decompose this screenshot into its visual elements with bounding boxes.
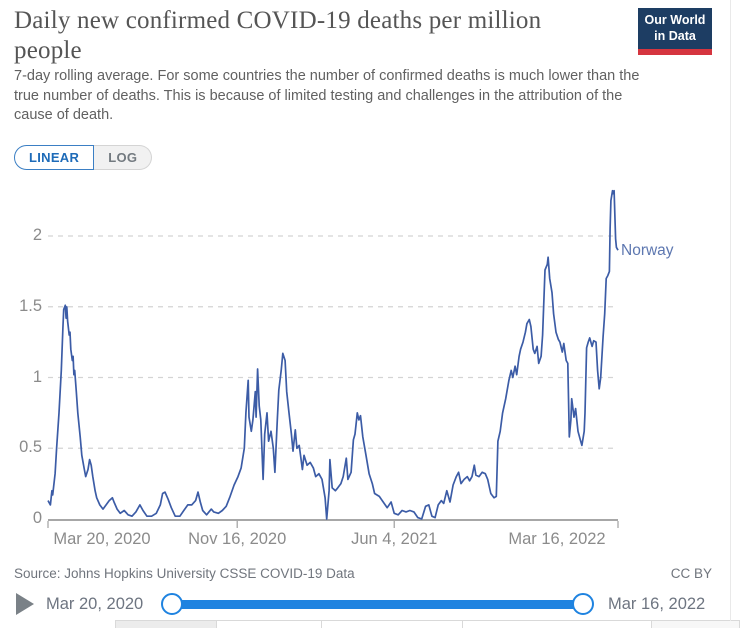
chart-subtitle: 7-day rolling average. For some countries the number of confirmed deaths is much lower than the true number of deaths. This is because of limited testing and challenges in the attribution of the cause of death. — [14, 68, 640, 124]
bottom-tab-cell[interactable] — [652, 620, 740, 628]
linear-tab[interactable]: LINEAR — [14, 145, 94, 170]
y-tick-label: 2 — [32, 226, 42, 244]
play-icon[interactable] — [16, 593, 34, 615]
timeline-end-date: Mar 16, 2022 — [608, 595, 706, 613]
y-tick-label: 0.5 — [19, 438, 42, 457]
license-badge[interactable]: CC BY — [670, 566, 712, 581]
bottom-tab-cell[interactable] — [322, 620, 463, 628]
source-row — [14, 566, 712, 581]
y-tick-label: 1 — [32, 367, 42, 386]
bottom-tab-cell[interactable] — [115, 620, 217, 628]
norway-line-series — [48, 191, 618, 519]
timeline-handle-end[interactable] — [572, 593, 594, 615]
timeline-start-date: Mar 20, 2020 — [46, 595, 144, 613]
y-tick-label: 0 — [32, 509, 42, 527]
x-tick-label: Jun 4, 2021 — [351, 530, 438, 548]
series-end-label-norway: Norway — [621, 242, 674, 259]
x-axis — [48, 520, 618, 528]
timeline-handle-start[interactable] — [161, 593, 183, 615]
source-citation: Source: Johns Hopkins University CSSE COVID-19 Data — [14, 566, 355, 581]
log-tab[interactable]: LOG — [94, 145, 152, 170]
x-tick-label: Nov 16, 2020 — [188, 530, 287, 548]
bottom-tab-cell[interactable] — [463, 620, 652, 628]
x-tick-label: Mar 20, 2020 — [53, 530, 151, 548]
timeline-slider-track[interactable] — [167, 600, 588, 609]
chart-title: Daily new confirmed COVID-19 deaths per million people — [14, 7, 542, 64]
bottom-tabs-partial-row — [115, 620, 740, 628]
x-tick-label: Mar 16, 2022 — [508, 530, 606, 548]
frame-right-border — [730, 0, 731, 621]
bottom-tab-cell[interactable] — [217, 620, 322, 628]
y-tick-label: 1.5 — [19, 296, 42, 315]
owid-logo-text: Our World in Data — [638, 8, 712, 49]
series-line-norway — [48, 191, 618, 519]
